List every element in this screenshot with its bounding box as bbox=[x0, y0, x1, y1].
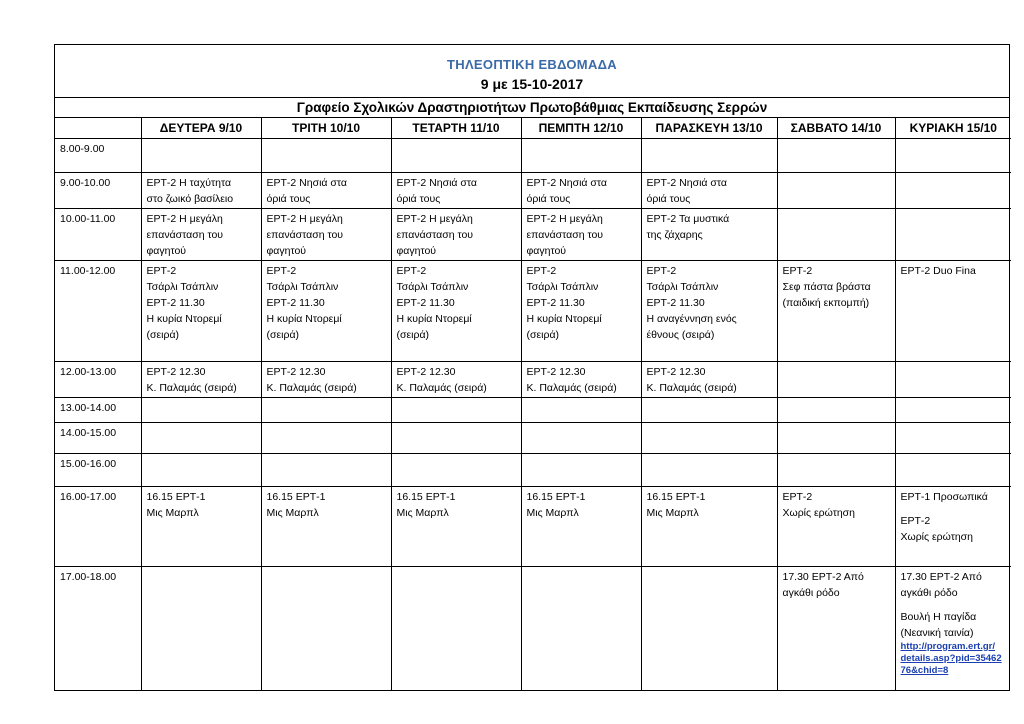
program-cell bbox=[521, 397, 641, 422]
program-line: (σειρά) bbox=[526, 328, 560, 341]
program-cell bbox=[141, 486, 261, 566]
program-cell bbox=[777, 397, 895, 422]
program-line: ΕΡΤ-2 12.30 bbox=[396, 365, 456, 378]
program-line: ΕΡΤ-2 Νησιά στα bbox=[646, 176, 727, 189]
office-subtitle: Γραφείο Σχολικών Δραστηριοτήτων Πρωτοβάθμιας Εκπαίδευσης Σερρών bbox=[55, 98, 1009, 118]
program-cell bbox=[777, 172, 895, 208]
column-header: ΚΥΡΙΑΚΗ 15/10 bbox=[895, 118, 1011, 138]
program-line: ΕΡΤ-2 Η μεγάλη bbox=[396, 212, 473, 225]
time-slot-row bbox=[55, 422, 1011, 453]
day-header-row bbox=[55, 118, 1011, 138]
program-cell bbox=[641, 397, 777, 422]
program-line: (σειρά) bbox=[396, 328, 430, 341]
schedule-body bbox=[55, 138, 1011, 690]
column-header bbox=[55, 118, 141, 138]
program-cell bbox=[141, 260, 261, 361]
program-line: Τσάρλι Τσάπλιν bbox=[526, 280, 599, 293]
program-line: επανάσταση του bbox=[266, 228, 344, 241]
program-cell bbox=[777, 361, 895, 397]
program-line: 16.15 ΕΡΤ-1 bbox=[646, 490, 706, 503]
program-cell bbox=[141, 453, 261, 486]
program-line: 16.15 ΕΡΤ-1 bbox=[526, 490, 586, 503]
time-slot-row bbox=[55, 453, 1011, 486]
program-cell bbox=[261, 566, 391, 690]
program-cell bbox=[391, 453, 521, 486]
program-line: φαγητού bbox=[146, 244, 187, 257]
time-slot-row bbox=[55, 397, 1011, 422]
program-line: ΕΡΤ-2 12.30 bbox=[266, 365, 326, 378]
program-line: Μις Μαρπλ bbox=[396, 506, 449, 519]
program-line: όριά τους bbox=[266, 192, 311, 205]
program-line: στο ζωικό βασίλειο bbox=[146, 192, 234, 205]
program-line: ΕΡΤ-2 11.30 bbox=[396, 296, 455, 309]
program-line: αγκάθι ρόδο bbox=[900, 586, 958, 599]
column-header: ΤΡΙΤΗ 10/10 bbox=[261, 118, 391, 138]
program-cell bbox=[391, 138, 521, 172]
program-line bbox=[901, 505, 1009, 513]
time-slot-row bbox=[55, 172, 1011, 208]
program-cell bbox=[261, 260, 391, 361]
program-line: Τσάρλι Τσάπλιν bbox=[646, 280, 719, 293]
program-cell bbox=[391, 208, 521, 260]
program-cell bbox=[777, 566, 895, 690]
program-cell bbox=[521, 208, 641, 260]
program-line: όριά τους bbox=[396, 192, 441, 205]
program-line: ΕΡΤ-2 Η μεγάλη bbox=[266, 212, 343, 225]
program-line: Η κυρία Ντορεμί bbox=[526, 312, 602, 325]
program-cell bbox=[777, 422, 895, 453]
program-cell bbox=[391, 172, 521, 208]
time-slot-label: 10.00-11.00 bbox=[55, 208, 141, 260]
program-line: Μις Μαρπλ bbox=[146, 506, 199, 519]
program-cell bbox=[521, 138, 641, 172]
program-line: Η κυρία Ντορεμί bbox=[146, 312, 222, 325]
time-slot-row bbox=[55, 138, 1011, 172]
program-cell bbox=[261, 138, 391, 172]
time-slot-row bbox=[55, 208, 1011, 260]
program-line: Μις Μαρπλ bbox=[526, 506, 579, 519]
schedule-sheet bbox=[54, 44, 1010, 691]
program-cell bbox=[261, 486, 391, 566]
time-slot-label: 15.00-16.00 bbox=[55, 453, 141, 486]
program-line: φαγητού bbox=[266, 244, 307, 257]
program-line: 16.15 ΕΡΤ-1 bbox=[146, 490, 206, 503]
program-line: ΕΡΤ-2 12.30 bbox=[146, 365, 206, 378]
program-cell bbox=[895, 422, 1011, 453]
program-line: ΕΡΤ-2 bbox=[900, 514, 931, 527]
program-line: Κ. Παλαμάς (σειρά) bbox=[646, 381, 737, 394]
program-line: Σεφ πάστα βράστα bbox=[782, 280, 871, 293]
program-line: ΕΡΤ-2 11.30 bbox=[526, 296, 585, 309]
program-cell bbox=[777, 453, 895, 486]
program-cell bbox=[391, 422, 521, 453]
time-slot-row bbox=[55, 361, 1011, 397]
program-cell bbox=[521, 260, 641, 361]
program-cell bbox=[261, 208, 391, 260]
program-line: όριά τους bbox=[646, 192, 691, 205]
program-line: Η κυρία Ντορεμί bbox=[396, 312, 472, 325]
time-slot-row bbox=[55, 260, 1011, 361]
program-cell bbox=[777, 260, 895, 361]
time-slot-label: 17.00-18.00 bbox=[55, 566, 141, 690]
program-cell bbox=[895, 260, 1011, 361]
program-line: ΕΡΤ-2 bbox=[266, 264, 297, 277]
program-cell bbox=[391, 361, 521, 397]
program-line: επανάσταση του bbox=[146, 228, 224, 241]
program-line: ΕΡΤ-2 11.30 bbox=[146, 296, 205, 309]
program-line: Κ. Παλαμάς (σειρά) bbox=[146, 381, 237, 394]
program-line: έθνους (σειρά) bbox=[646, 328, 715, 341]
program-line: επανάσταση του bbox=[396, 228, 474, 241]
title-box bbox=[55, 45, 1009, 98]
program-cell bbox=[391, 260, 521, 361]
program-line: επανάσταση του bbox=[526, 228, 604, 241]
program-line: ΕΡΤ-2 Νησιά στα bbox=[396, 176, 477, 189]
program-cell bbox=[895, 566, 1011, 690]
program-line: Χωρίς ερώτηση bbox=[782, 506, 855, 519]
program-cell bbox=[141, 172, 261, 208]
program-cell bbox=[777, 208, 895, 260]
program-line: Η κυρία Ντορεμί bbox=[266, 312, 342, 325]
program-line: Κ. Παλαμάς (σειρά) bbox=[526, 381, 617, 394]
program-line: Τσάρλι Τσάπλιν bbox=[396, 280, 469, 293]
program-cell bbox=[521, 566, 641, 690]
program-line: ΕΡΤ-2 12.30 bbox=[646, 365, 706, 378]
column-header: ΠΑΡΑΣΚΕΥΗ 13/10 bbox=[641, 118, 777, 138]
program-cell bbox=[895, 397, 1011, 422]
program-cell bbox=[641, 260, 777, 361]
program-cell bbox=[641, 453, 777, 486]
program-line: ΕΡΤ-2 11.30 bbox=[646, 296, 705, 309]
program-link[interactable]: http://program.ert.gr/ bbox=[900, 640, 995, 652]
schedule-table bbox=[55, 118, 1011, 690]
column-header: ΠΕΜΠΤΗ 12/10 bbox=[521, 118, 641, 138]
program-cell bbox=[895, 486, 1011, 566]
program-cell bbox=[521, 172, 641, 208]
program-cell bbox=[895, 138, 1011, 172]
program-cell bbox=[641, 422, 777, 453]
program-cell bbox=[261, 397, 391, 422]
program-cell bbox=[141, 361, 261, 397]
program-line: ΕΡΤ-2 bbox=[646, 264, 677, 277]
date-range: 9 με 15-10-2017 bbox=[480, 76, 584, 92]
program-cell bbox=[391, 486, 521, 566]
program-cell bbox=[895, 453, 1011, 486]
program-line bbox=[901, 601, 1009, 609]
program-line: Μις Μαρπλ bbox=[646, 506, 699, 519]
program-cell bbox=[521, 486, 641, 566]
program-line: 16.15 ΕΡΤ-1 bbox=[396, 490, 456, 503]
program-line: Η αναγέννηση ενός bbox=[646, 312, 737, 325]
program-cell bbox=[261, 453, 391, 486]
time-slot-row bbox=[55, 566, 1011, 690]
program-line: φαγητού bbox=[526, 244, 567, 257]
program-cell bbox=[895, 361, 1011, 397]
program-line: ΕΡΤ-2 Νησιά στα bbox=[526, 176, 607, 189]
column-header: ΔΕΥΤΕΡΑ 9/10 bbox=[141, 118, 261, 138]
time-slot-row bbox=[55, 486, 1011, 566]
program-line: (Νεανική ταινία) bbox=[900, 626, 974, 639]
program-cell bbox=[391, 566, 521, 690]
program-cell bbox=[141, 566, 261, 690]
program-cell bbox=[641, 138, 777, 172]
program-line: όριά τους bbox=[526, 192, 571, 205]
program-cell bbox=[141, 138, 261, 172]
program-link[interactable]: details.asp?pid=35462 bbox=[900, 652, 1002, 664]
program-line: 17.30 ΕΡΤ-2 Από bbox=[782, 570, 864, 583]
program-line: αγκάθι ρόδο bbox=[782, 586, 840, 599]
program-line: ΕΡΤ-2 12.30 bbox=[526, 365, 586, 378]
program-line: (σειρά) bbox=[266, 328, 300, 341]
time-slot-label: 8.00-9.00 bbox=[55, 138, 141, 172]
program-line: Τσάρλι Τσάπλιν bbox=[266, 280, 339, 293]
program-line: της ζάχαρης bbox=[646, 228, 703, 241]
page-title: ΤΗΛΕΟΠΤΙΚΗ ΕΒΔΟΜΑΔΑ bbox=[447, 57, 617, 72]
program-line: ΕΡΤ-2 Duo Fina bbox=[900, 264, 976, 277]
program-link[interactable]: 76&chid=8 bbox=[900, 664, 949, 676]
program-cell bbox=[895, 208, 1011, 260]
program-line: 17.30 ΕΡΤ-2 Από bbox=[900, 570, 982, 583]
program-line: ΕΡΤ-2 11.30 bbox=[266, 296, 325, 309]
program-line: Μις Μαρπλ bbox=[266, 506, 319, 519]
program-cell bbox=[641, 486, 777, 566]
program-cell bbox=[521, 422, 641, 453]
program-cell bbox=[261, 361, 391, 397]
program-line: ΕΡΤ-2 Η μεγάλη bbox=[526, 212, 603, 225]
time-slot-label: 12.00-13.00 bbox=[55, 361, 141, 397]
program-line: Κ. Παλαμάς (σειρά) bbox=[396, 381, 487, 394]
program-cell bbox=[141, 208, 261, 260]
time-slot-label: 14.00-15.00 bbox=[55, 422, 141, 453]
program-line: 16.15 ΕΡΤ-1 bbox=[266, 490, 326, 503]
column-header: ΣΑΒΒΑΤΟ 14/10 bbox=[777, 118, 895, 138]
program-cell bbox=[895, 172, 1011, 208]
time-slot-label: 11.00-12.00 bbox=[55, 260, 141, 361]
program-line: ΕΡΤ-2 bbox=[146, 264, 177, 277]
program-line: ΕΡΤ-2 bbox=[396, 264, 427, 277]
program-line: Τσάρλι Τσάπλιν bbox=[146, 280, 219, 293]
program-cell bbox=[141, 397, 261, 422]
program-line: Κ. Παλαμάς (σειρά) bbox=[266, 381, 357, 394]
program-line: ΕΡΤ-2 Τα μυστικά bbox=[646, 212, 730, 225]
column-header: ΤΕΤΑΡΤΗ 11/10 bbox=[391, 118, 521, 138]
program-line: ΕΡΤ-2 Νησιά στα bbox=[266, 176, 347, 189]
program-line: ΕΡΤ-1 Προσωπικά bbox=[900, 490, 988, 503]
program-line: ΕΡΤ-2 Η μεγάλη bbox=[146, 212, 223, 225]
program-line: Βουλή Η παγίδα bbox=[900, 610, 977, 623]
program-line: ΕΡΤ-2 bbox=[782, 490, 813, 503]
program-cell bbox=[641, 566, 777, 690]
program-cell bbox=[391, 397, 521, 422]
program-cell bbox=[521, 453, 641, 486]
program-line: ΕΡΤ-2 bbox=[782, 264, 813, 277]
program-cell bbox=[261, 172, 391, 208]
program-cell bbox=[641, 172, 777, 208]
program-line: ΕΡΤ-2 bbox=[526, 264, 557, 277]
program-line: φαγητού bbox=[396, 244, 437, 257]
program-line: (σειρά) bbox=[146, 328, 180, 341]
program-line: Χωρίς ερώτηση bbox=[900, 530, 973, 543]
program-cell bbox=[261, 422, 391, 453]
program-cell bbox=[521, 361, 641, 397]
program-cell bbox=[777, 138, 895, 172]
program-line: (παιδική εκπομπή) bbox=[782, 296, 870, 309]
program-cell bbox=[141, 422, 261, 453]
program-cell bbox=[777, 486, 895, 566]
time-slot-label: 16.00-17.00 bbox=[55, 486, 141, 566]
program-line: ΕΡΤ-2 Η ταχύτητα bbox=[146, 176, 232, 189]
program-cell bbox=[641, 208, 777, 260]
program-cell bbox=[641, 361, 777, 397]
time-slot-label: 9.00-10.00 bbox=[55, 172, 141, 208]
time-slot-label: 13.00-14.00 bbox=[55, 397, 141, 422]
